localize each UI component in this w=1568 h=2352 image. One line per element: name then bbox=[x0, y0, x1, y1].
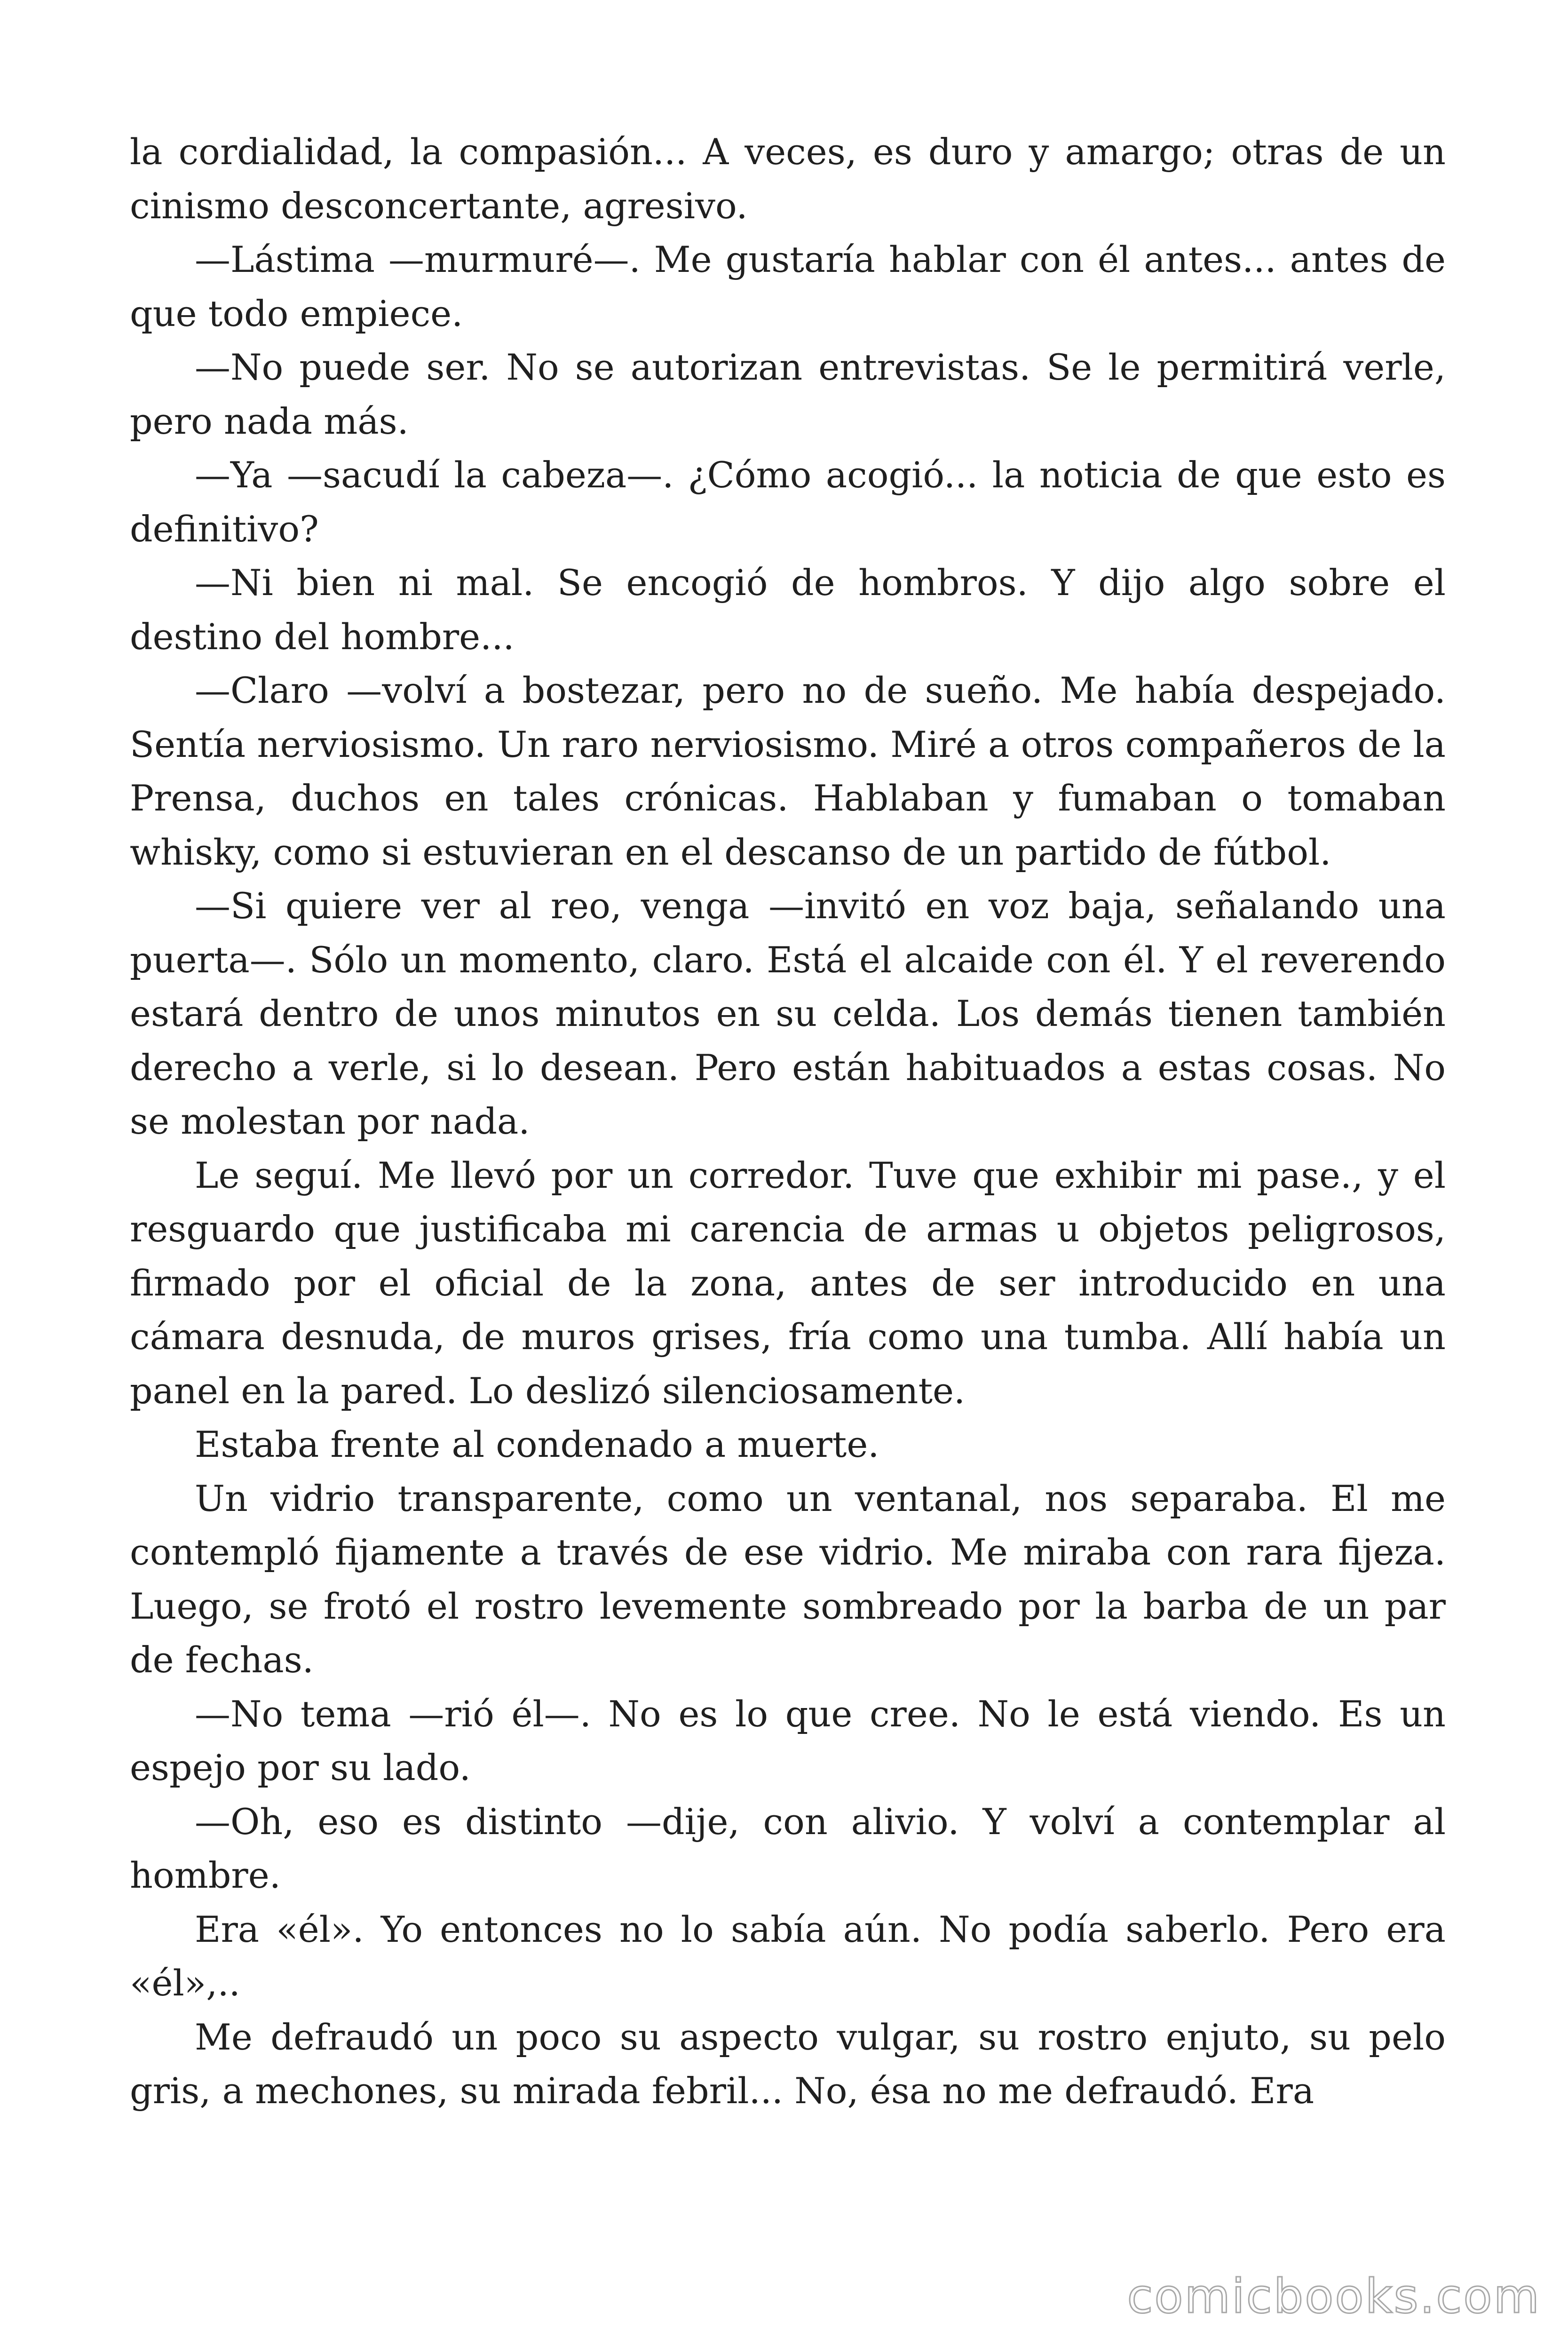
paragraph-2: —Lástima —murmuré—. Me gustaría hablar con él antes... antes de que todo empiece. bbox=[130, 238, 1446, 334]
paragraph-14: Me defraudó un poco su aspecto vulgar, su rostro enjuto, su pelo gris, a mechones, su mirada febril... No, ésa no me defraudó. Era bbox=[130, 2016, 1446, 2112]
paragraph-10: Un vidrio transparente, como un ventanal, nos separaba. El me contempló fijamente a través de ese vidrio. Me miraba con rara fijeza. Luego, se frotó el rostro levemente sombreado por la barba de un par de fechas. bbox=[130, 1477, 1446, 1681]
paragraph-4: —Ya —sacudí la cabeza—. ¿Cómo acogió... la noticia de que esto es definitivo? bbox=[130, 454, 1446, 550]
paragraph-7: —Si quiere ver al reo, venga —invitó en voz baja, señalando una puerta—. Sólo un momento, claro. Está el alcaide con él. Y el reverendo estará dentro de unos minutos en su celda. Los demás tienen también derecho a verle, si lo desean. Pero están habituados a estas cosas. No se molestan por nada. bbox=[130, 885, 1446, 1142]
page-text bbox=[130, 125, 1446, 2118]
paragraph-3: —No puede ser. No se autorizan entrevistas. Se le permitirá verle, pero nada más. bbox=[130, 346, 1446, 442]
paragraph-13: Era «él». Yo entonces no lo sabía aún. No podía saberlo. Pero era «él»,.. bbox=[130, 1908, 1446, 2004]
paragraph-12: —Oh, eso es distinto —dije, con alivio. Y volví a contemplar al hombre. bbox=[130, 1800, 1446, 1896]
paragraph-9: Estaba frente al condenado a muerte. bbox=[195, 1423, 879, 1465]
paragraph-6: —Claro —volví a bostezar, pero no de sueño. Me había despejado. Sentía nerviosismo. Un raro nerviosismo. Miré a otros compañeros de la Prensa, duchos en tales crónicas. Hablaban y fumaban o tomaban whisky, como si estuvieran en el descanso de un partido de fútbol. bbox=[130, 669, 1446, 873]
paragraph-1: la cordialidad, la compasión... A veces, es duro y amargo; otras de un cinismo desconcertante, agresivo. bbox=[130, 131, 1446, 227]
watermark: comicbooks.com bbox=[1127, 2269, 1541, 2324]
paragraph-11: —No tema —rió él—. No es lo que cree. No le está viendo. Es un espejo por su lado. bbox=[130, 1692, 1446, 1788]
paragraph-8: Le seguí. Me llevó por un corredor. Tuve que exhibir mi pase., y el resguardo que justificaba mi carencia de armas u objetos peligrosos, firmado por el oficial de la zona, antes de ser introducido en una cámara desnuda, de muros grises, fría como una tumba. Allí había un panel en la pared. Lo deslizó silenciosamente. bbox=[130, 1154, 1446, 1412]
paragraph-5: —Ni bien ni mal. Se encogió de hombros. Y dijo algo sobre el destino del hombre... bbox=[130, 562, 1446, 658]
